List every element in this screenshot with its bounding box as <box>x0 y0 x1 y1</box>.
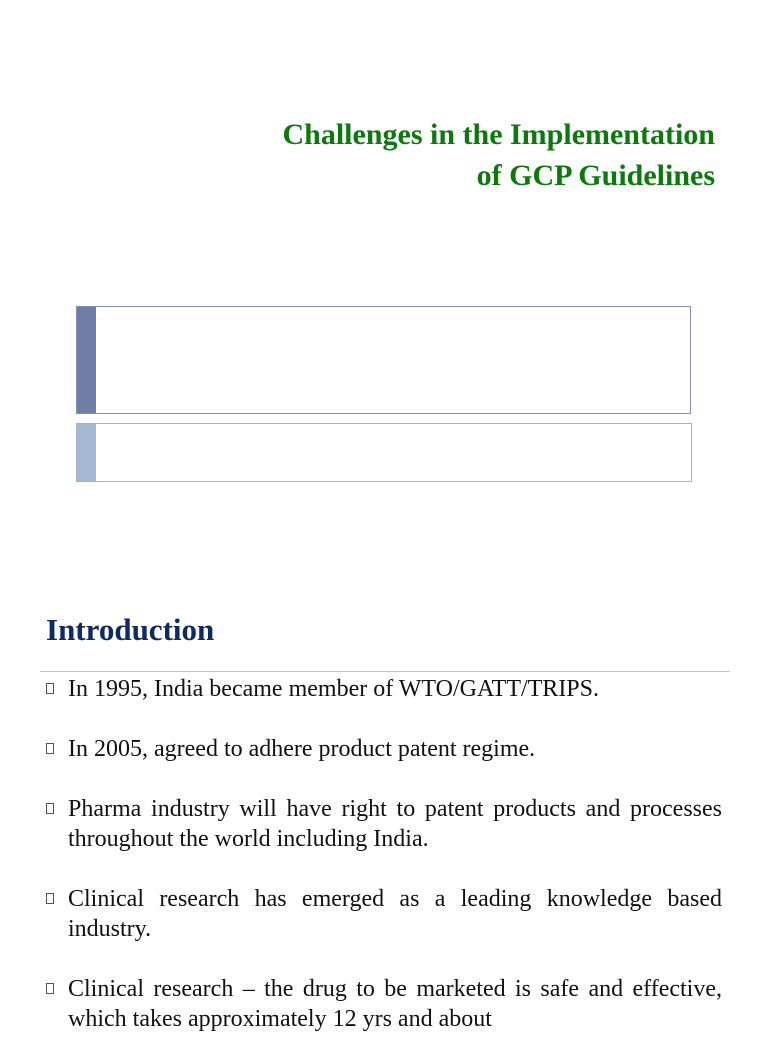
title-line-2: of GCP Guidelines <box>476 159 715 192</box>
secondary-box-accent-bar <box>77 424 96 481</box>
list-item <box>46 884 722 944</box>
bullet-text: Clinical research – the drug to be marketed is safe and effective, which takes approximately 12 yrs and about <box>68 976 722 1032</box>
list-item <box>46 974 722 1034</box>
list-item <box>46 734 722 764</box>
section-heading: Introduction <box>46 612 215 647</box>
list-item <box>46 794 722 854</box>
bullet-text: In 2005, agreed to adhere product patent regime. <box>68 736 536 762</box>
title-line-1: Challenges in the Implementation <box>282 118 715 151</box>
bullet-text: In 1995, India became member of WTO/GATT/TRIPS. <box>68 676 599 702</box>
square-bullet-icon <box>46 893 54 904</box>
square-bullet-icon <box>46 803 54 814</box>
square-bullet-icon <box>46 683 54 694</box>
square-bullet-icon <box>46 743 54 754</box>
list-item <box>46 674 722 704</box>
square-bullet-icon <box>46 983 54 994</box>
bullet-list <box>46 674 722 1064</box>
subtitle-box <box>76 306 691 414</box>
secondary-box <box>76 423 692 482</box>
subtitle-box-accent-bar <box>77 307 96 413</box>
bullet-text: Clinical research has emerged as a leading knowledge based industry. <box>68 886 722 942</box>
slide-title <box>115 114 715 196</box>
heading-divider <box>40 671 730 672</box>
bullet-text: Pharma industry will have right to patent products and processes throughout the world including India. <box>68 796 722 852</box>
